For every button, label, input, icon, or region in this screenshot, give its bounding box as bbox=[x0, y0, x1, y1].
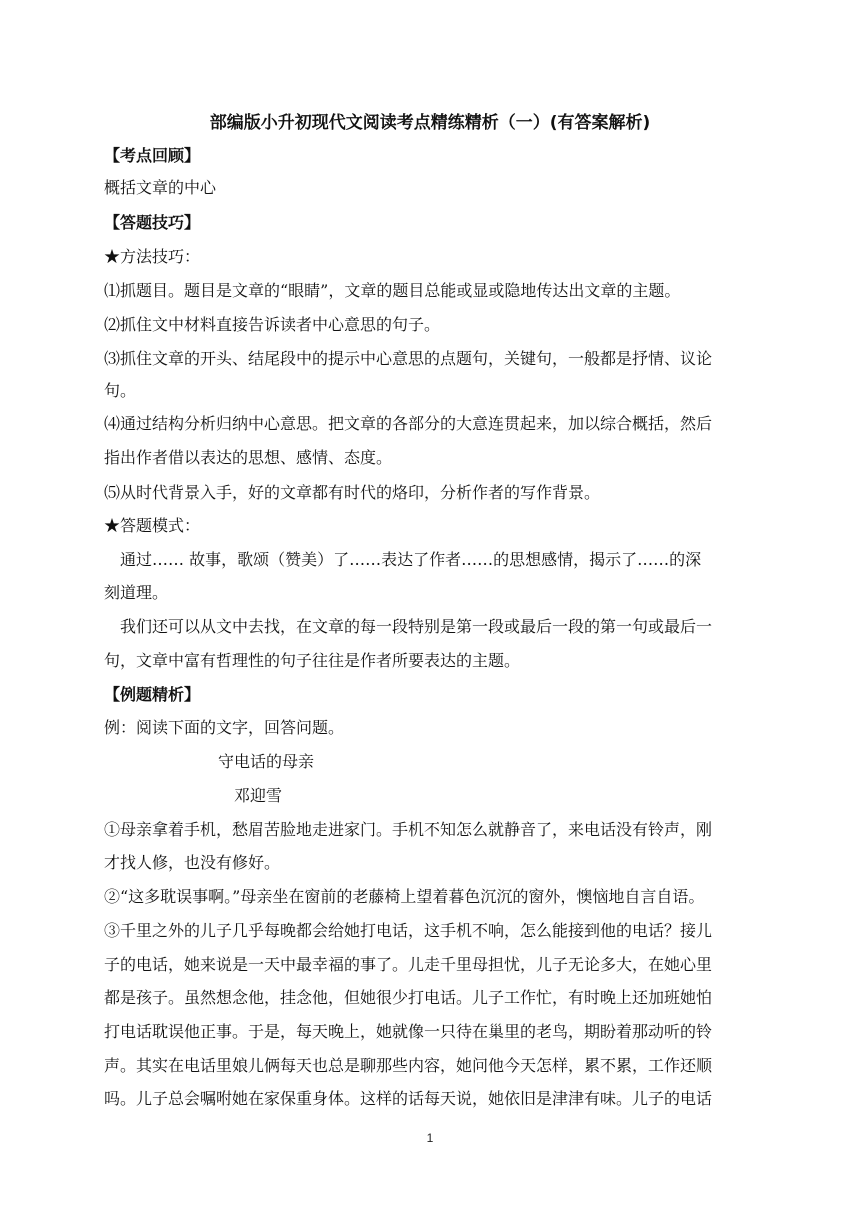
document-title: 部编版小升初现代文阅读考点精练精析（一）(有答案解析) bbox=[209, 113, 651, 133]
review-text: 概括文章的中心 bbox=[104, 178, 217, 197]
pattern-line: 刻道理。 bbox=[104, 583, 169, 602]
story-line: ①母亲拿着手机，愁眉苦脸地走进家门。手机不知怎么就静音了，来电话没有铃声，刚 bbox=[104, 820, 713, 839]
story-line: 子的电话，她来说是一天中最幸福的事了。儿走千里母担忧，儿子无论多大，在她心里 bbox=[104, 955, 713, 974]
story-author: 邓迎雪 bbox=[234, 786, 283, 805]
review-heading: 【考点回顾】 bbox=[104, 146, 201, 165]
extra-line: 句，文章中富有哲理性的句子往往是作者所要表达的主题。 bbox=[104, 651, 521, 670]
page-number: 1 bbox=[426, 1131, 434, 1145]
method-line: ⑶抓住文章的开头、结尾段中的提示中心意思的点题句，关键句，一般都是抒情、议论 bbox=[104, 349, 713, 368]
story-line: ③千里之外的儿子几乎每晚都会给她打电话，这手机不响，怎么能接到他的电话？接儿 bbox=[104, 921, 713, 940]
method-line: ⑴抓题目。题目是文章的“眼睛”，文章的题目总能或显或隐地传达出文章的主题。 bbox=[104, 281, 681, 300]
tips-heading: 【答题技巧】 bbox=[104, 213, 201, 232]
example-heading: 【例题精析】 bbox=[104, 685, 201, 704]
method-heading: ★方法技巧： bbox=[104, 247, 201, 266]
story-line: ②“这多耽误事啊。”母亲坐在窗前的老藤椅上望着暮色沉沉的窗外，懊恼地自言自语。 bbox=[104, 887, 705, 906]
extra-line: 我们还可以从文中去找，在文章的每一段特别是第一段或最后一段的第一句或最后一 bbox=[120, 617, 713, 636]
method-line: ⑸从时代背景入手，好的文章都有时代的烙印，分析作者的写作背景。 bbox=[104, 483, 601, 502]
method-line: 句。 bbox=[104, 381, 137, 400]
story-title: 守电话的母亲 bbox=[218, 752, 315, 771]
method-line: 指出作者借以表达的思想、感情、态度。 bbox=[104, 448, 393, 467]
pattern-line: 通过…… 故事，歌颂（赞美）了……表达了作者……的思想感情，揭示了……的深 bbox=[120, 550, 702, 569]
method-line: ⑵抓住文中材料直接告诉读者中心意思的句子。 bbox=[104, 315, 441, 334]
story-line: 都是孩子。虽然想念他，挂念他，但她很少打电话。儿子工作忙，有时晚上还加班她怕 bbox=[104, 988, 713, 1007]
method-line: ⑷通过结构分析归纳中心意思。把文章的各部分的大意连贯起来，加以综合概括，然后 bbox=[104, 414, 713, 433]
story-line: 打电话耽误他正事。于是，每天晚上，她就像一只待在巢里的老鸟，期盼着那动听的铃 bbox=[104, 1022, 713, 1041]
pattern-heading: ★答题模式： bbox=[104, 516, 201, 535]
story-line: 声。其实在电话里娘儿俩每天也总是聊那些内容，她问他今天怎样，累不累，工作还顺 bbox=[104, 1056, 713, 1075]
example-intro: 例：阅读下面的文字，回答问题。 bbox=[104, 718, 345, 737]
story-line: 吗。儿子总会嘱咐她在家保重身体。这样的话每天说，她依旧是津津有味。儿子的电话 bbox=[104, 1089, 713, 1108]
story-line: 才找人修，也没有修好。 bbox=[104, 853, 281, 872]
